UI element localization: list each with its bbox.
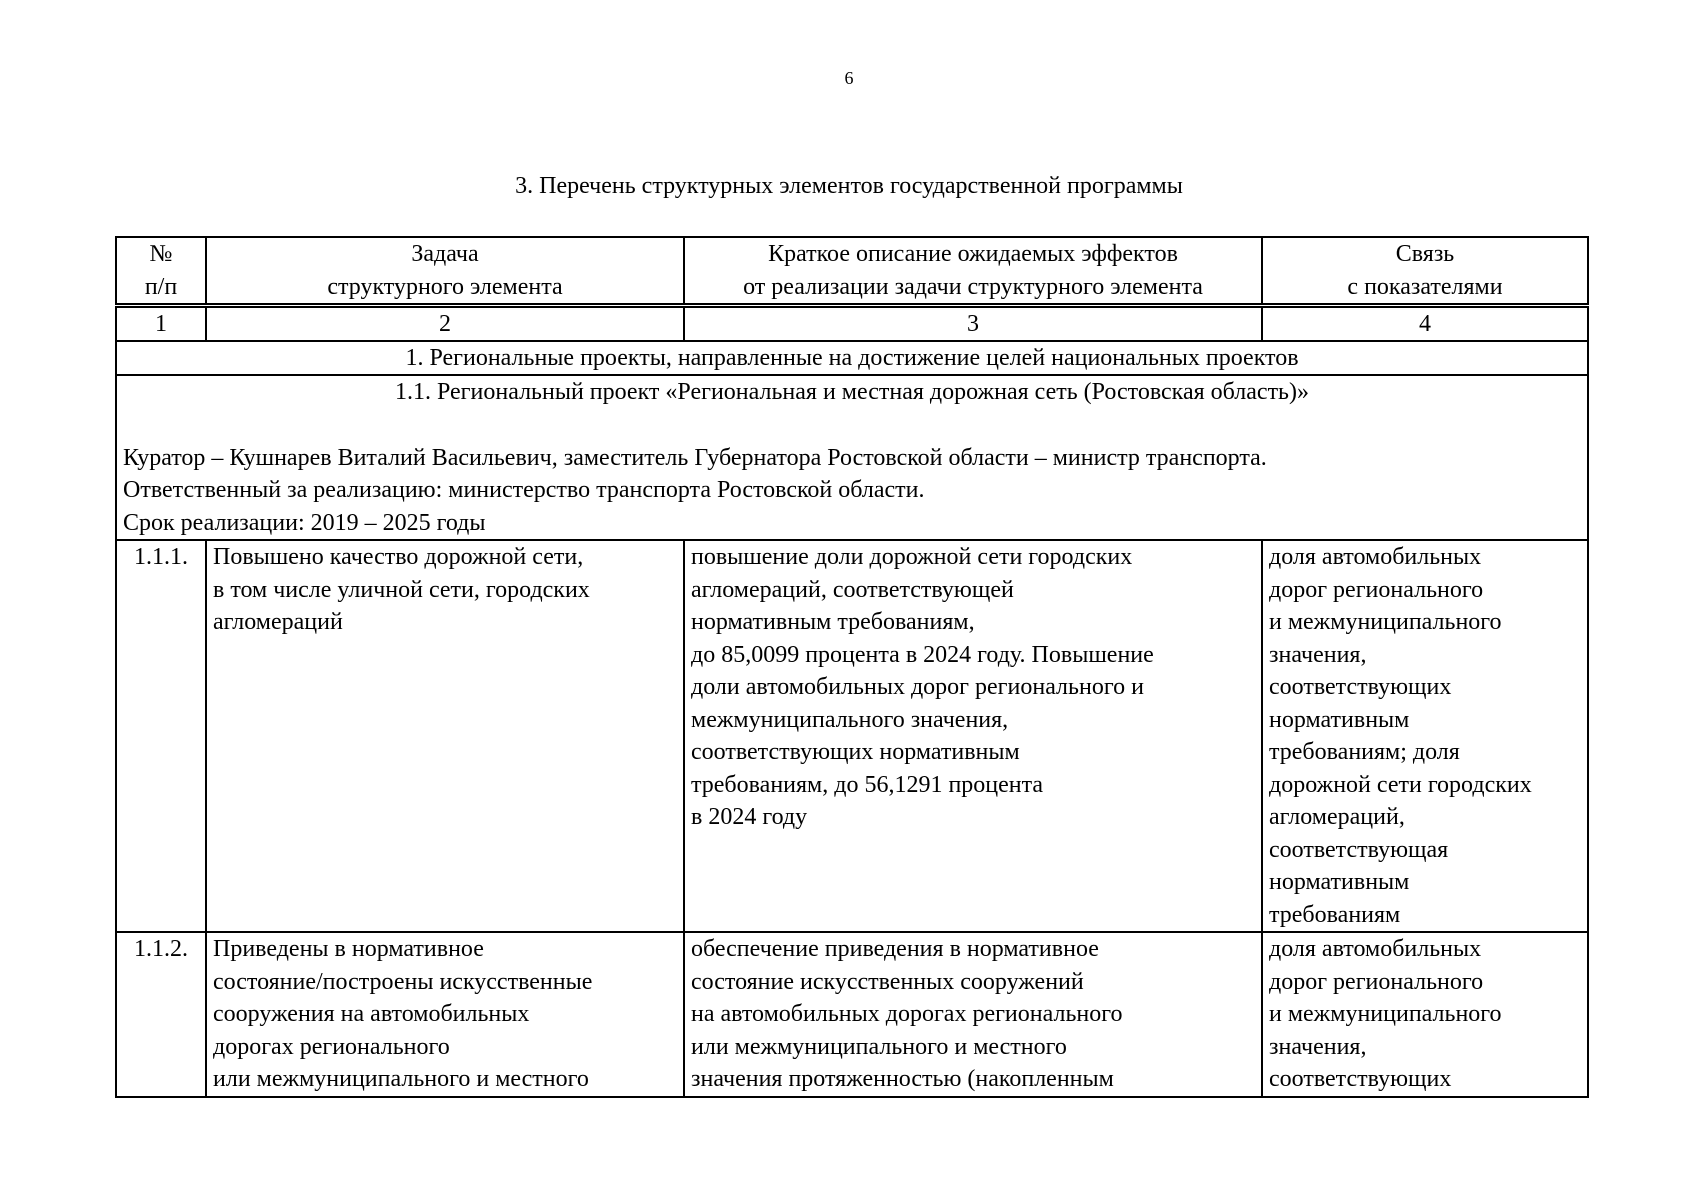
header-indicators: Связь с показателями xyxy=(1262,237,1588,306)
row-task: Приведены в нормативное состояние/построены искусственные сооружения на автомобильных дорогах регионального или межмуниципального и местного xyxy=(206,932,684,1097)
column-number: 4 xyxy=(1262,306,1588,342)
header-number: № п/п xyxy=(116,237,206,306)
row-indicators: доля автомобильных дорог регионального и межмуниципального значения, соответствующих нормативным требованиям; доля дорожной сети городских агломераций, соответствующая нормативным требованиям xyxy=(1262,540,1588,932)
project-info xyxy=(116,375,1588,540)
table-row xyxy=(116,932,1588,1097)
table-row xyxy=(116,540,1588,932)
project-row xyxy=(116,375,1588,540)
project-curator: Куратор – Кушнарев Виталий Васильевич, заместитель Губернатора Ростовской области – министр транспорта. xyxy=(123,444,1267,471)
project-title: 1.1. Региональный проект «Региональная и местная дорожная сеть (Ростовская область)» xyxy=(394,379,1309,405)
section-title: 3. Перечень структурных элементов государственной программы xyxy=(515,173,1183,199)
column-number: 3 xyxy=(684,306,1262,342)
column-numbers-row xyxy=(116,306,1588,342)
project-term: Срок реализации: 2019 – 2025 годы xyxy=(123,509,486,536)
row-indicators: доля автомобильных дорог регионального и межмуниципального значения, соответствующих xyxy=(1262,932,1588,1097)
row-number: 1.1.2. xyxy=(116,932,206,1097)
row-effect: обеспечение приведения в нормативное состояние искусственных сооружений на автомобильных дорогах регионального или межмуниципального и местного значения протяженностью (накопленным xyxy=(684,932,1262,1097)
page-number: 6 xyxy=(844,68,854,88)
row-number: 1.1.1. xyxy=(116,540,206,932)
table-header-row xyxy=(116,237,1588,306)
header-effects: Краткое описание ожидаемых эффектов от реализации задачи структурного элемента xyxy=(684,237,1262,306)
project-responsible: Ответственный за реализацию: министерство транспорта Ростовской области. xyxy=(123,477,925,503)
structural-elements-table xyxy=(115,236,1589,1098)
header-task: Задача структурного элемента xyxy=(206,237,684,306)
column-number: 2 xyxy=(206,306,684,342)
column-number: 1 xyxy=(116,306,206,342)
row-effect: повышение доли дорожной сети городских агломераций, соответствующей нормативным требованиям, до 85,0099 процента в 2024 году. Повышение доли автомобильных дорог регионального и межмуниципального значения, соответствующих нормативным требованиям, до 56,1291 процента в 2024 году xyxy=(684,540,1262,932)
row-task: Повышено качество дорожной сети, в том числе уличной сети, городских агломераций xyxy=(206,540,684,932)
section-row xyxy=(116,341,1588,375)
section-row-title: 1. Региональные проекты, направленные на достижение целей национальных проектов xyxy=(116,341,1588,375)
